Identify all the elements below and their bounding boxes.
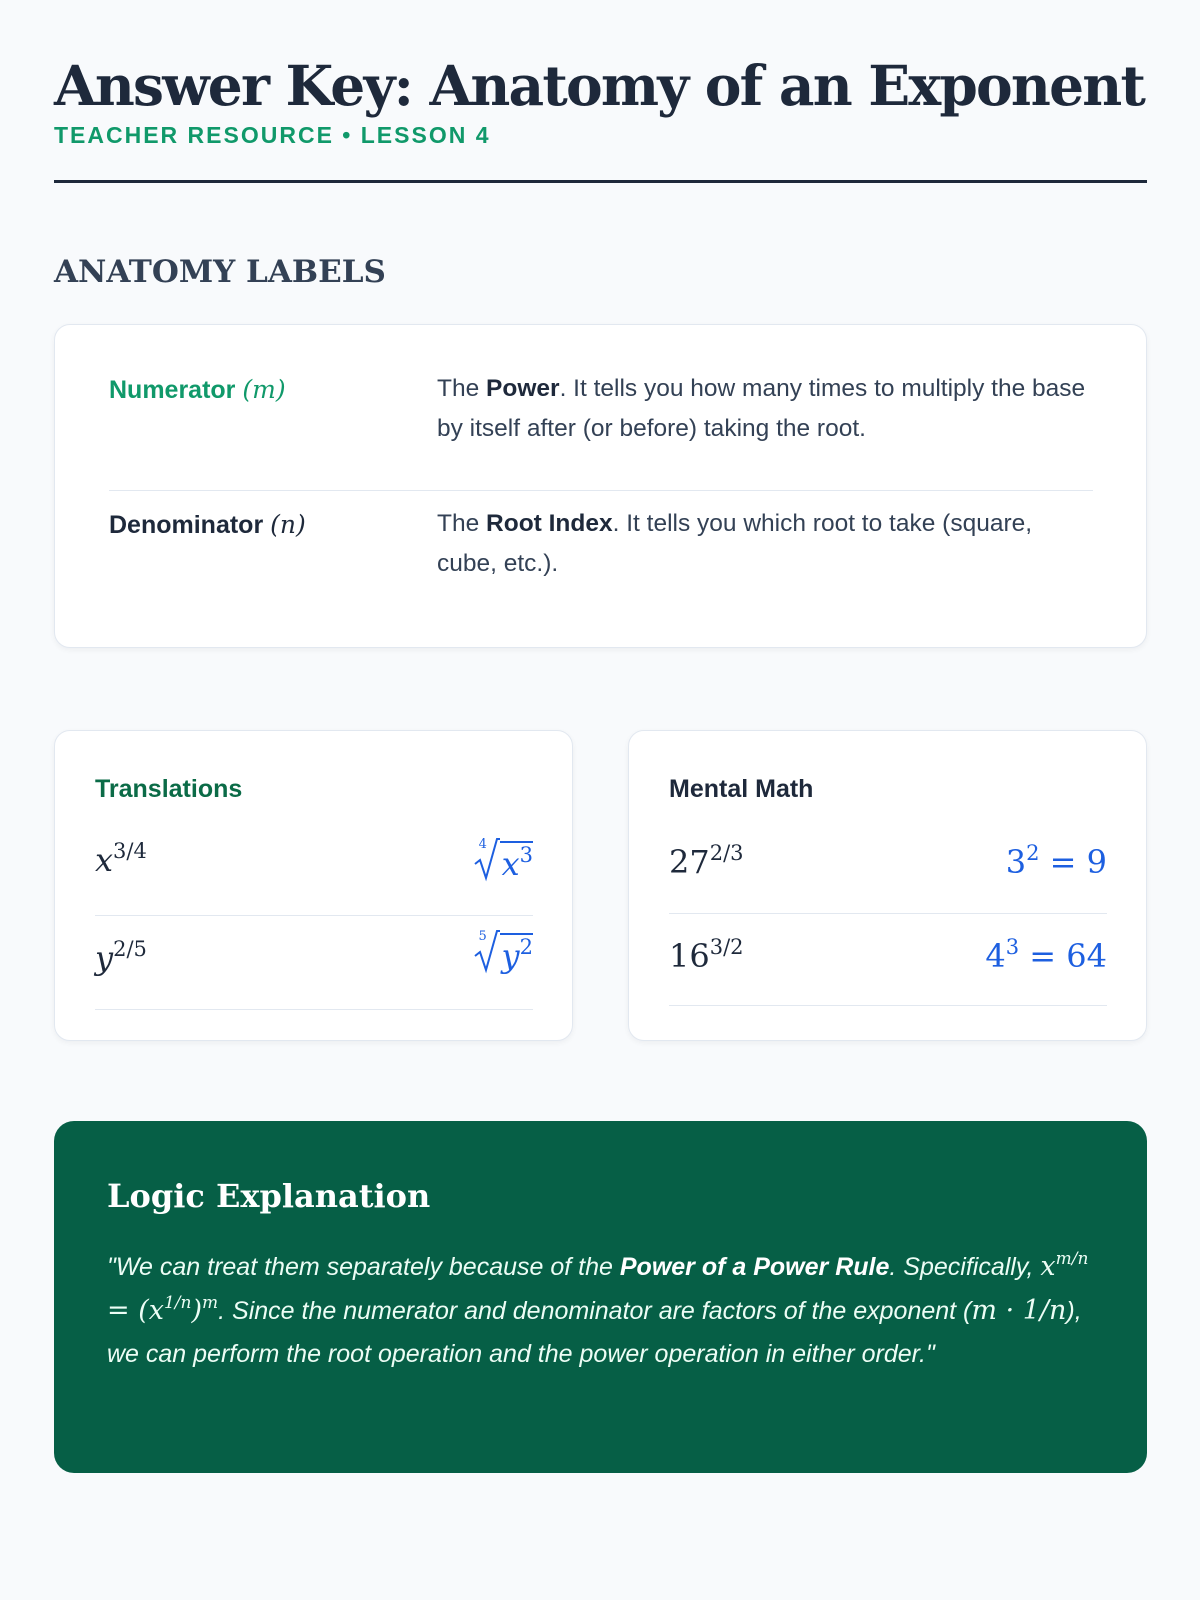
answer-expression: $3^2 = 9$	[1005, 841, 1107, 881]
power-rule-formula: $x^{m/n} = (x^{1/n})^m$	[107, 1249, 1089, 1326]
translations-card	[54, 730, 573, 1041]
radical-form: 4 $x^3$	[474, 841, 533, 883]
exponent-form: $x^{3/4}$	[95, 839, 147, 879]
translation-row	[95, 827, 533, 916]
denominator-term: Denominator (n)	[109, 510, 306, 539]
anatomy-row-denominator	[109, 510, 1093, 610]
mental-math-title: Mental Math	[669, 775, 814, 803]
exponent-product: m · 1/n	[971, 1295, 1067, 1326]
problem-expression: $27^{2/3}$	[669, 841, 744, 881]
translations-title: Translations	[95, 775, 243, 803]
logic-explanation-card	[54, 1121, 1147, 1473]
header-divider	[54, 180, 1147, 183]
answer-expression: $4^3 = 64$	[985, 935, 1107, 975]
problem-expression: $16^{3/2}$	[669, 935, 744, 975]
mental-math-row	[669, 913, 1107, 1006]
anatomy-heading: ANATOMY LABELS	[54, 254, 386, 290]
denominator-definition: The Root Index. It tells you which root to take (square, cube, etc.).	[437, 510, 1033, 577]
mental-math-card	[628, 730, 1147, 1041]
exponent-form: $y^{2/5}$	[95, 937, 147, 977]
mental-math-row	[669, 827, 1107, 914]
translation-row	[95, 915, 533, 1010]
logic-title: Logic Explanation	[107, 1177, 431, 1215]
numerator-definition: The Power. It tells you how many times to multiply the base by itself after (or before) taking the root.	[437, 375, 1086, 442]
logic-explanation-text: "We can treat them separately because of the Power of a Power Rule. Specifically, $x^{m/n} = (x^{1/n})^m$. Since the numerator and denominator are factors of the exponent (m · 1/n), we can perform the root operation and the power operation in either order."	[107, 1249, 1089, 1368]
numerator-term: Numerator (m)	[109, 375, 286, 404]
page-title: Answer Key: Anatomy of an Exponent	[54, 53, 1145, 118]
page-subtitle: TEACHER RESOURCE • LESSON 4	[54, 122, 491, 148]
anatomy-card	[54, 324, 1147, 648]
anatomy-row-numerator	[109, 375, 1093, 491]
radical-form: 5 $y^2$	[474, 933, 533, 975]
